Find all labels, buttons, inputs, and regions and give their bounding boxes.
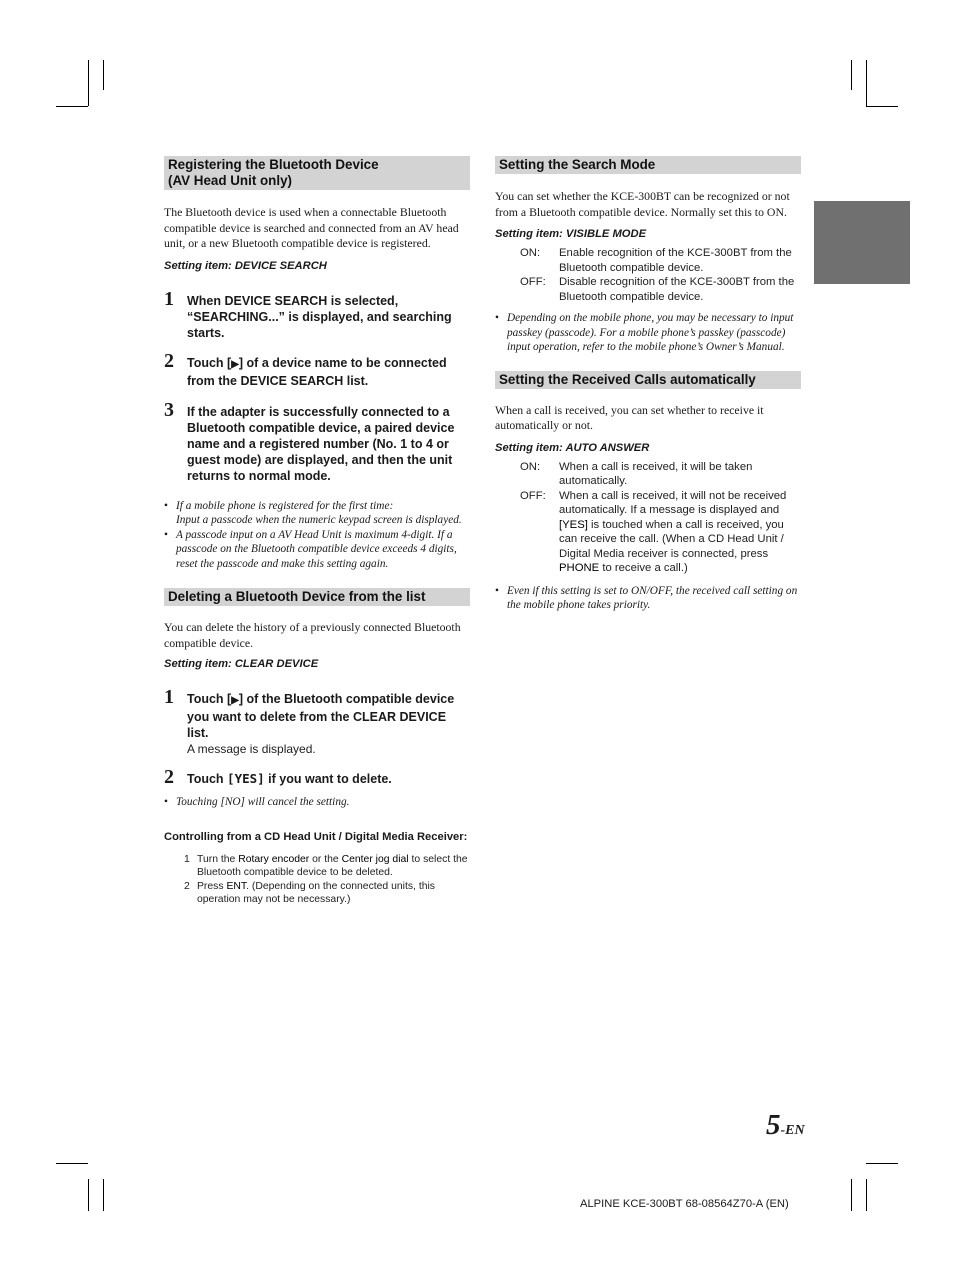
text-part: Press [197, 880, 227, 892]
text-part: Turn the [197, 853, 239, 865]
option-desc: Enable recognition of the KCE-300BT from the Bluetooth compatible device. [559, 247, 792, 274]
setting-item-visible-mode: Setting item: VISIBLE MODE [495, 228, 647, 240]
step-number: 2 [164, 349, 174, 372]
play-arrow-icon: ▶ [231, 695, 239, 706]
section-heading-received-calls: Setting the Received Calls automatically [495, 371, 801, 389]
left-column [164, 156, 470, 907]
register-step-3 [164, 398, 470, 484]
section-heading-delete: Deleting a Bluetooth Device from the list [164, 588, 470, 606]
option-key: ON: [520, 247, 541, 259]
option-desc [559, 489, 801, 576]
crop-mark [88, 60, 89, 106]
step-subtext: A message is displayed. [187, 742, 316, 756]
delete-step-2 [164, 766, 470, 788]
page-number-digit: 5 [766, 1109, 781, 1141]
received-calls-intro: When a call is received, you can set whether to receive it automatically or not. [495, 402, 764, 432]
text-part: to select the Bluetooth compatible device to be deleted. [197, 853, 468, 878]
chapter-tab [814, 201, 910, 284]
crop-mark [866, 60, 867, 106]
text-part: Touch [ [187, 692, 232, 706]
crop-mark [851, 60, 852, 90]
option-on [495, 246, 801, 275]
step-number: 2 [164, 766, 174, 788]
crop-mark [103, 60, 104, 90]
search-mode-note [495, 311, 801, 355]
step-number: 1 [164, 686, 174, 708]
note-line: Depending on the mobile phone, you may be necessary to input passkey (passcode). For a mobile phone’s passkey (passcode) input operation, refer to the mobile phone’s Owner’s Manual. [507, 312, 794, 353]
note-line: Input a passcode when the numeric keypad screen is displayed. [176, 514, 462, 526]
yes-key-label: [YES] [559, 518, 588, 531]
crop-mark [866, 1179, 867, 1211]
option-key: ON: [520, 460, 541, 473]
page-number-suffix: -EN [780, 1123, 805, 1138]
step-text [187, 691, 470, 741]
text-part: ] of a device name to be connected from the DEVICE SEARCH list. [187, 355, 447, 388]
register-note-2 [164, 528, 470, 572]
text-part: Touch [ [187, 355, 232, 370]
note-line: A passcode input on a AV Head Unit is maximum 4-digit. If a passcode on the Bluetooth compatible device exceeds 4 digits, reset the passcode and make this setting again. [176, 528, 457, 570]
bullet: • [495, 584, 499, 597]
crop-mark [866, 106, 898, 107]
step-text [187, 771, 470, 787]
setting-item-device-search: Setting item: DEVICE SEARCH [164, 259, 327, 272]
crop-mark [866, 1163, 898, 1164]
rotary-encoder-label: Rotary encoder [238, 853, 310, 865]
control-item-1 [164, 853, 470, 880]
center-jog-dial-label: Center jog dial [341, 853, 409, 865]
heading-line: Registering the Bluetooth Device [168, 157, 379, 172]
crop-mark [56, 1163, 88, 1164]
note-part: Touching [176, 796, 221, 808]
text-part: . (Depending on the connected units, this operation may not be necessary.) [197, 880, 435, 905]
no-key-label: [NO] [220, 796, 245, 808]
page-number [766, 1109, 805, 1142]
step-text: If the adapter is successfully connected to a Bluetooth compatible device, a paired device name and a registered number (No. 1 to 4 or guest mode) are displayed, and then the unit returns to normal mode. [187, 404, 455, 483]
yes-key-label: [YES] [227, 771, 265, 786]
option-off [495, 275, 801, 304]
footer-code: ALPINE KCE-300BT 68-08564Z70-A (EN) [580, 1198, 789, 1210]
register-step-2 [164, 349, 470, 389]
text-part: if you want to delete. [264, 772, 392, 786]
delete-step-1 [164, 686, 470, 757]
bullet: • [495, 312, 499, 324]
ent-key-label: ENT [226, 880, 247, 892]
setting-item-clear-device: Setting item: CLEAR DEVICE [164, 658, 319, 670]
item-text [197, 880, 470, 907]
phone-key-label: PHONE [559, 562, 600, 574]
option-key: OFF: [520, 489, 546, 502]
bullet: • [164, 528, 168, 541]
text-part: or the [309, 853, 342, 865]
text-part: Touch [187, 772, 228, 786]
register-note-1 [164, 499, 470, 528]
section-heading-register [164, 156, 470, 190]
register-intro: The Bluetooth device is used when a connectable Bluetooth compatible device is searched and connected from an AV head unit, or a new Bluetooth compatible device is registered. [164, 205, 459, 250]
right-column [495, 156, 801, 613]
note-part: will cancel the setting. [244, 796, 350, 808]
delete-note [164, 795, 470, 810]
search-mode-intro: You can set whether the KCE-300BT can be recognized or not from a Bluetooth compatible device. Normally set this to ON. [495, 189, 790, 219]
bullet: • [164, 499, 168, 512]
option-desc: When a call is received, it will be taken automatically. [559, 460, 753, 487]
note-line: If a mobile phone is registered for the first time: [176, 499, 394, 512]
heading-line: (AV Head Unit only) [168, 173, 292, 188]
step-text: When DEVICE SEARCH is selected, “SEARCHING...” is displayed, and searching starts. [187, 293, 452, 340]
option-on [495, 460, 801, 489]
note-line: Even if this setting is set to ON/OFF, the received call setting on the mobile phone takes priority. [507, 584, 798, 611]
text-part: is touched when a call is received, you can receive the call. (When a CD Head Unit / Digital Media receiver is connected, press [559, 518, 784, 560]
control-item-2 [164, 880, 470, 907]
option-key: OFF: [520, 276, 546, 288]
option-desc: Disable recognition of the KCE-300BT from the Bluetooth compatible device. [559, 276, 795, 303]
option-off [495, 489, 801, 576]
step-number: 3 [164, 398, 174, 421]
received-calls-note [495, 584, 801, 613]
item-number: 1 [184, 853, 190, 865]
text-part: When a call is received, it will not be received automatically. If a message is displayed and [559, 489, 787, 516]
step-text [187, 355, 470, 389]
control-title: Controlling from a CD Head Unit / Digital Media Receiver: [164, 830, 468, 843]
delete-intro: You can delete the history of a previously connected Bluetooth compatible device. [164, 620, 461, 650]
text-part: to receive a call.) [599, 562, 688, 574]
bullet: • [164, 796, 168, 808]
item-text [197, 853, 470, 880]
setting-item-auto-answer: Setting item: AUTO ANSWER [495, 441, 650, 454]
crop-mark [851, 1179, 852, 1211]
crop-mark [88, 1179, 89, 1211]
section-heading-search-mode: Setting the Search Mode [495, 156, 801, 174]
item-number: 2 [184, 880, 190, 892]
crop-mark [56, 106, 88, 107]
text-part: ] of the Bluetooth compatible device you want to delete from the CLEAR DEVICE list. [187, 692, 455, 740]
step-number: 1 [164, 287, 174, 310]
crop-mark [103, 1179, 104, 1211]
register-step-1 [164, 287, 470, 341]
play-arrow-icon: ▶ [231, 358, 239, 370]
